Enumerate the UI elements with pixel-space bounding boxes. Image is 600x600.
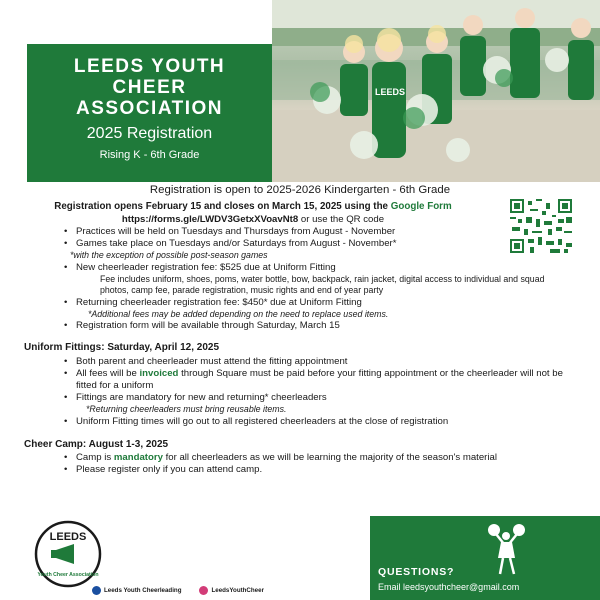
logo-bottom-text: Youth Cheer Association <box>37 572 99 578</box>
main-content <box>0 182 600 477</box>
registration-list <box>64 226 600 250</box>
facebook-link[interactable] <box>92 586 181 595</box>
instagram-icon <box>199 586 208 595</box>
instagram-link[interactable] <box>199 586 264 595</box>
org-name-line-3: ASSOCIATION <box>75 98 224 119</box>
fees-text-post: through Square must be paid before your fitting appointment or the cheerleader will not be fitted for a uniform <box>76 367 563 392</box>
list-item: • Please register only if you can attend camp. <box>64 464 600 476</box>
invoiced-highlight: invoiced <box>139 367 179 379</box>
cheerleaders-photo <box>272 0 600 182</box>
list-item: • Games take place on Tuesdays and/or Saturdays from August - November* <box>64 238 600 250</box>
list-item: • Fittings are mandatory for new and returning* cheerleaders <box>64 392 600 404</box>
opens-text: Registration opens February 15 and closes on March 15, 2025 using the <box>54 201 389 213</box>
org-name-line-2: CHEER <box>112 77 187 98</box>
new-fee-item: • New cheerleader registration fee: $525 due at Uniform Fitting <box>64 262 600 274</box>
questions-box <box>370 516 600 600</box>
returning-fee-list <box>64 297 600 309</box>
fitting-times-list <box>64 416 600 428</box>
title-panel <box>27 44 272 182</box>
cheerleaders-illustration <box>272 0 600 182</box>
camp-text-pre: Camp is <box>76 452 112 464</box>
cheerleader-icon <box>486 522 526 578</box>
jersey-text: LEEDS <box>375 87 406 97</box>
list-item: • Uniform Fitting times will go out to all registered cheerleaders at the close of registration <box>64 416 600 428</box>
header <box>0 0 600 182</box>
form-available-item: • Registration form will be available through Saturday, March 15 <box>64 320 600 332</box>
facebook-icon <box>92 586 101 595</box>
intro-line: Registration is open to 2025-2026 Kindergarten - 6th Grade <box>149 184 451 196</box>
form-availability-list <box>64 320 600 332</box>
fee-list <box>64 262 600 274</box>
returning-fee-note: *Additional fees may be added depending on the need to replace used items. <box>88 308 389 319</box>
fees-text-pre: All fees will be <box>76 367 137 379</box>
returning-fee-item: • Returning cheerleader registration fee: $450* due at Uniform Fitting <box>64 297 600 309</box>
grade-range: Rising K - 6th Grade <box>99 149 200 161</box>
list-item <box>64 368 564 392</box>
questions-title: QUESTIONS? <box>378 566 455 578</box>
leeds-logo <box>26 520 110 588</box>
new-fee-detail: Fee includes uniform, shoes, poms, water bottle, bow, backpack, rain jacket, digital access to individual and squad photos, camp fee, parade registration, music rights and end of year party <box>100 273 545 296</box>
fittings-list <box>64 356 600 405</box>
camp-heading: Cheer Camp: August 1-3, 2025 <box>24 439 169 451</box>
camp-list <box>64 452 600 476</box>
registration-opens <box>0 201 506 213</box>
mandatory-highlight: mandatory <box>113 452 163 464</box>
postseason-note: *with the exception of possible post-season games <box>70 250 268 261</box>
form-url-link[interactable]: https://forms.gle/LWDV3GetxXVoavNt8 <box>121 213 299 225</box>
returning-items-note: *Returning cheerleaders must bring reusable items. <box>86 404 287 415</box>
social-links <box>92 586 264 595</box>
facebook-label: Leeds Youth Cheerleading <box>104 587 182 595</box>
list-item: • Practices will be held on Tuesdays and Thursdays from August - November <box>64 226 600 238</box>
list-item <box>64 452 574 464</box>
logo-top-text: LEEDS <box>49 531 87 543</box>
qr-hint: or use the QR code <box>300 213 385 225</box>
registration-title: 2025 Registration <box>86 125 213 142</box>
contact-email[interactable]: Email leedsyouthcheer@gmail.com <box>378 582 520 592</box>
fittings-heading: Uniform Fittings: Saturday, April 12, 2025 <box>24 342 220 354</box>
google-form-link[interactable]: Google Form <box>390 201 452 213</box>
instagram-label: LeedsYouthCheer <box>211 587 264 595</box>
form-url-line <box>0 214 506 226</box>
list-item: • Both parent and cheerleader must attend the fitting appointment <box>64 356 600 368</box>
camp-text-post: for all cheerleaders as we will be learning the majority of the season's material <box>165 452 497 464</box>
org-name-line-1: LEEDS YOUTH <box>73 56 226 77</box>
